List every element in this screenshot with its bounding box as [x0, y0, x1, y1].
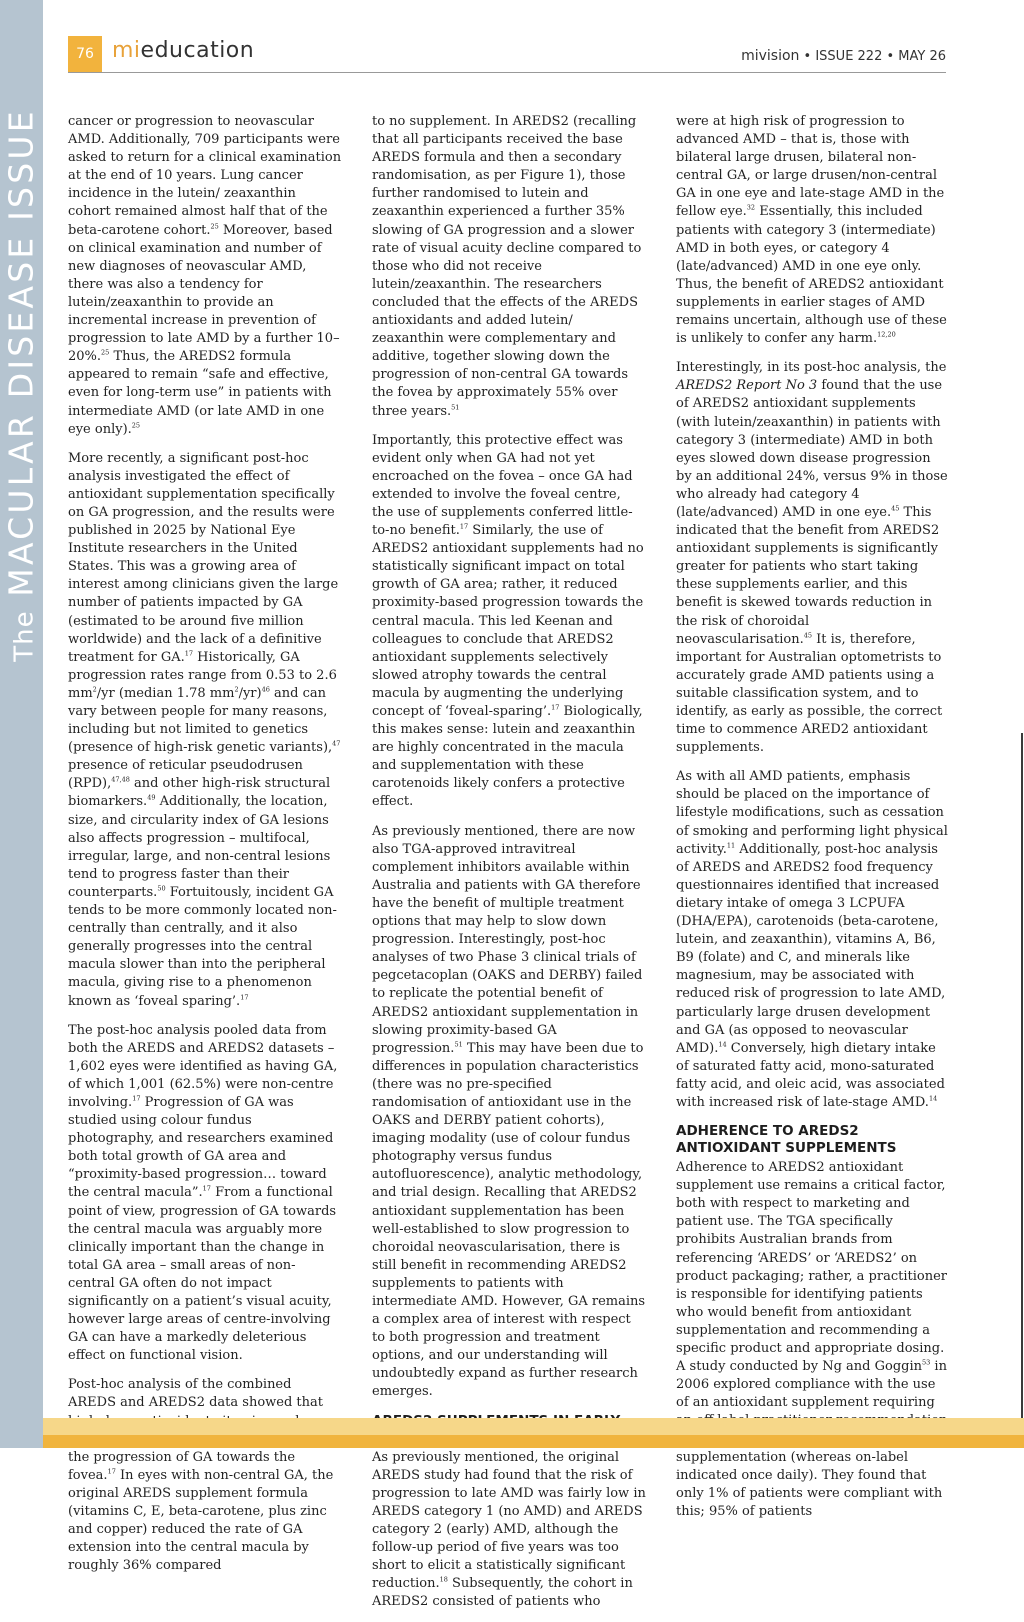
- side-label-title: MACULAR DISEASE ISSUE: [1, 108, 41, 597]
- text-column-2: [372, 113, 646, 1622]
- footer-band-dark: [43, 1435, 1024, 1448]
- body-paragraph: cancer or progression to neovascular AMD. Additionally, 709 participants were asked to return for a clinical examination at the end of 10 years. Lung cancer incidence in the lutein/ zeaxanthin cohort remained almost half that of the beta-carotene cohort.$^{25}$ Moreover, based on clinical examination and number of new diagnoses of neovascular AMD, there was also a tendency for lutein/zeaxanthin to provide an incremental increase in prevention of progression to late AMD by a further 10–20%.$^{25}$ Thus, the AREDS2 formula appeared to remain “safe and effective, even for long-term use” in patients with intermediate AMD (or late AMD in one eye only).$^{25}$: [68, 114, 342, 437]
- issue-vertical-label: [2, 108, 41, 662]
- body-paragraph: Interestingly, in its post-hoc analysis, the AREDS2 Report No 3 found that the use of AREDS2 antioxidant supplements (with lutein/zeaxanthin) in patients with category 3 (intermediate) AMD in both eyes slowed down disease progression by an additional 24%, versus 9% in those who already had category 4 (late/advanced) AMD in one eye.$^{45}$ This indicated that the benefit from AREDS2 antioxidant supplements is significantly greater for patients who start taking these supplements earlier, and this benefit is skewed towards reduction in the risk of choroidal neovascularisation.$^{45}$ It is, therefore, important for Australian optometrists to accurately grade AMD patients using a suitable classification system, and to identify, as early as possible, the correct time to commence ARED2 antioxidant supplements.: [676, 360, 948, 756]
- section-heading: ADHERENCE TO AREDS2 ANTIOXIDANT SUPPLEMENTS: [676, 1123, 897, 1157]
- body-paragraph: Importantly, this protective effect was evident only when GA had not yet encroached on the fovea – once GA had extended to involve the foveal centre, the use of supplements conferred little-to-no benefit.$^{17}$ Similarly, the use of AREDS2 antioxidant supplements had no statistically significant impact on total growth of GA area; rather, it reduced proximity-based progression towards the central macula. This led Keenan and colleagues to conclude that AREDS2 antioxidant supplements selectively slowed atrophy towards the central macula by augmenting the underlying concept of ‘foveal-sparing’.$^{17}$ Biologically, this makes sense: lutein and zeaxanthin are highly concentrated in the macula and supplementation with these carotenoids likely confers a protective effect.: [372, 432, 644, 810]
- body-paragraph: were at high risk of progression to advanced AMD – that is, those with bilateral large drusen, bilateral non-central GA, or large drusen/non-central GA in one eye and late-stage AMD in the fellow eye.$^{32}$ Essentially, this included patients with category 3 (intermediate) AMD in both eyes, or category 4 (late/advanced) AMD in one eye only. Thus, the benefit of AREDS2 antioxidant supplements in earlier stages of AMD remains uncertain, although use of these is unlikely to confer any harm.$^{12,20}$: [676, 114, 947, 347]
- body-paragraph: More recently, a significant post-hoc analysis investigated the effect of antioxidant supplementation specifically on GA progression, and the results were published in 2025 by National Eye Institute researchers in the United States. This was a growing area of interest among clinicians given the large number of patients impacted by GA (estimated to be around five million worldwide) and the lack of a definitive treatment for GA.$^{17}$ Historically, GA progression rates range from 0.53 to 2.6 $mm^2/yr$ (median 1.78 $mm^2/yr)^{46}$ and can vary between people for many reasons, including but not limited to genetics (presence of high-risk genetic variants),$^{47}$ presence of reticular pseudodrusen (RPD),$^{47,48}$ and other high-risk structural biomarkers.$^{49}$ Additionally, the location, size, and circularity index of GA lesions also affects progression – multifocal, irregular, large, and non-central lesions tend to progress faster than their counterparts.$^{50}$ Fortuitously, incident GA tends to be more commonly located non-centrally than centrally, and it also generally progresses into the central macula slower than into the peripheral macula, giving rise to a phenomenon known as ‘foveal sparing’.$^{17}$: [68, 450, 341, 1009]
- brand-rest: education: [140, 38, 255, 63]
- side-label-the: The: [9, 610, 40, 662]
- body-paragraph: The post-hoc analysis pooled data from both the AREDS and AREDS2 datasets – 1,602 eyes were identified as having GA, of which 1,001 (62.5%) were non-centre involving.$^{17}$ Progression of GA was studied using colour fundus photography, and researchers examined both total growth of GA area and “proximity-based progression… toward the central macula”.$^{17}$ From a functional point of view, progression of GA towards the central macula was arguably more clinically important than the change in total GA area – small areas of non-central GA often do not impact significantly on a patient’s visual acuity, however large areas of centre-involving GA can have a markedly deleterious effect on functional vision.: [68, 1022, 338, 1364]
- footer-band-light: [43, 1418, 1024, 1435]
- text-column-1: [68, 113, 342, 1586]
- issue-info: [741, 48, 946, 64]
- body-paragraph: to no supplement. In AREDS2 (recalling that all participants received the base AREDS formula and then a secondary randomisation, as per Figure 1), those further randomised to lutein and zeaxanthin experienced a further 35% slowing of GA progression and a slower rate of visual acuity decline compared to those who did not receive lutein/zeaxanthin. The researchers concluded that the effects of the AREDS antioxidants and added lutein/ zeaxanthin were complementary and additive, together slowing down the progression of non-central GA towards the fovea by approximately 55% over three years.$^{51}$: [372, 114, 642, 419]
- publication-name: mivision: [741, 48, 800, 64]
- body-paragraph: As with all AMD patients, emphasis should be placed on the importance of lifestyle modifications, such as cessation of smoking and performing light physical activity.$^{11}$ Additionally, post-hoc analysis of AREDS and AREDS2 food frequency questionnaires identified that increased dietary intake of omega 3 LCPUFA (DHA/EPA), carotenoids (beta-carotene, lutein, and zeaxanthin), vitamins A, B6, B9 (folate) and C, and minerals like magnesium, may be associated with reduced risk of progression to late AMD, particularly large drusen development and GA (as opposed to neovascular AMD).$^{14}$ Conversely, high dietary intake of saturated fatty acid, mono-saturated fatty acid, and oleic acid, was associated with increased risk of late-stage AMD.$^{14}$: [676, 769, 948, 1110]
- body-paragraph: As previously mentioned, there are now also TGA-approved intravitreal complement inhibitors available within Australia and patients with GA therefore have the benefit of multiple treatment options that may help to slow down progression. Interestingly, post-hoc analyses of two Phase 3 clinical trials of pegcetacoplan (OAKS and DERBY) failed to replicate the potential benefit of AREDS2 antioxidant supplementation in slowing proximity-based GA progression.$^{51}$ This may have been due to differences in population characteristics (there was no pre-specified randomisation of antioxidant use in the OAKS and DERBY patient cohorts), imaging modality (use of colour fundus photography versus fundus autofluorescence), analytic methodology, and trial design. Recalling that AREDS2 antioxidant supplementation has been well-established to slow progression to choroidal neovascularisation, there is still benefit in recommending AREDS2 supplements to patients with intermediate AMD. However, GA remains a complex area of interest with respect to both progression and treatment options, and our understanding will undoubtedly expand as further research emerges.: [372, 823, 646, 1400]
- issue-date: • ISSUE 222 • MAY 26: [799, 49, 946, 64]
- brand-mi: mi: [112, 38, 141, 63]
- section-brand: [112, 38, 254, 63]
- body-paragraph: Adherence to AREDS2 antioxidant supplement use remains a critical factor, both with respect to marketing and patient use. The TGA specifically prohibits Australian brands from referencing ‘AREDS’ or ‘AREDS2’ on product packaging; rather, a practitioner is responsible for identifying patients who would benefit from antioxidant supplementation and recommending a specific product and appropriate dosing. A study conducted by Ng and Goggin$^{53}$ in 2006 explored compliance with the use of an antioxidant supplement requiring supplementation (whereas on-label indicated once daily). They found that only 1% of patients were compliant with this; 95% of patients: [676, 1160, 947, 1519]
- body-paragraph: Post-hoc analysis of the combined AREDS and AREDS2 data showed that the progression of GA towards the fovea.$^{17}$ In eyes with non-central GA, the original AREDS supplement formula (vitamins C, E, beta-carotene, plus zinc and copper) reduced the rate of GA extension into the central macula by roughly 36% compared: [68, 1377, 334, 1574]
- header-divider: [68, 72, 946, 73]
- page-number: 76: [68, 36, 102, 72]
- text-column-3: [676, 113, 948, 1532]
- body-paragraph: As previously mentioned, the original AREDS study had found that the risk of progression to late AMD was fairly low in AREDS category 1 (no AMD) and AREDS category 2 (early) AMD, although the follow-up period of five years was too short to elicit a statistically significant reduction.$^{18}$ Subsequently, the cohort in AREDS2 consisted of patients who: [372, 1449, 646, 1610]
- page-edge-rule: [1021, 733, 1023, 1448]
